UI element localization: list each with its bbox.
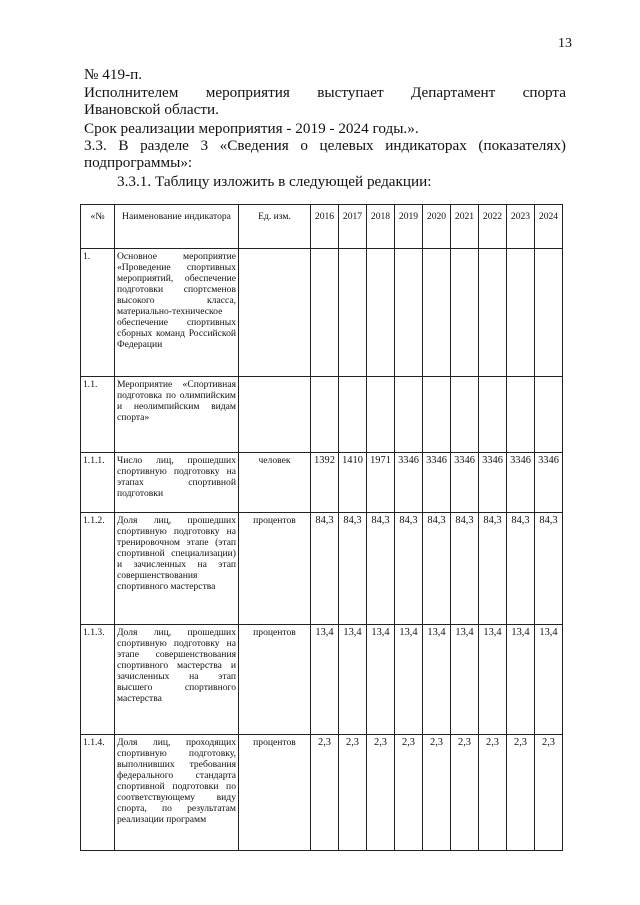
row-value: 84,3	[311, 513, 339, 625]
row-number: 1.1.1.	[81, 453, 115, 513]
row-unit: процентов	[239, 513, 311, 625]
row-unit: человек	[239, 453, 311, 513]
row-value: 3346	[395, 453, 423, 513]
row-indicator-name: Основное мероприятие «Проведение спортивных мероприятий, обеспечение подготовки спортсменов высокого класса, материально-техническое обеспечение спортивных сборных команд Российской Федерации	[115, 249, 239, 377]
header-year: 2021	[451, 205, 479, 249]
row-value: 3346	[423, 453, 451, 513]
header-indicator-name: Наименование индикатора	[115, 205, 239, 249]
table-row	[81, 513, 563, 625]
table-row	[81, 249, 563, 377]
row-value	[367, 249, 395, 377]
row-value	[423, 377, 451, 453]
row-value: 13,4	[339, 625, 367, 735]
header-year: 2024	[535, 205, 563, 249]
row-number: 1.1.3.	[81, 625, 115, 735]
table-row	[81, 735, 563, 851]
row-number: 1.1.2.	[81, 513, 115, 625]
row-number: 1.1.	[81, 377, 115, 453]
row-number: 1.	[81, 249, 115, 377]
row-value: 13,4	[395, 625, 423, 735]
row-value: 2,3	[451, 735, 479, 851]
row-value	[311, 377, 339, 453]
row-value: 13,4	[311, 625, 339, 735]
row-value: 2,3	[507, 735, 535, 851]
row-value: 2,3	[395, 735, 423, 851]
row-indicator-name: Мероприятие «Спортивная подготовка по олимпийским и неолимпийским видам спорта»	[115, 377, 239, 453]
header-year: 2019	[395, 205, 423, 249]
row-unit	[239, 377, 311, 453]
row-indicator-name: Доля лиц, прошедших спортивную подготовку на тренировочном этапе (этап спортивной специализации) и зачисленных на этап совершенствования спортивного мастерства	[115, 513, 239, 625]
header-year: 2017	[339, 205, 367, 249]
row-value	[507, 249, 535, 377]
table-row	[81, 625, 563, 735]
row-value: 1971	[367, 453, 395, 513]
row-value: 84,3	[423, 513, 451, 625]
row-value	[507, 377, 535, 453]
table-header-row	[81, 205, 563, 249]
row-value	[479, 377, 507, 453]
table-caption: 3.3.1. Таблицу изложить в следующей редакции:	[117, 173, 432, 190]
executor-paragraph-line1: Исполнителем мероприятия выступает Департамент спорта	[84, 84, 566, 101]
row-value	[423, 249, 451, 377]
row-value	[451, 377, 479, 453]
row-value: 2,3	[339, 735, 367, 851]
executor-paragraph-line2: Ивановской области.	[84, 101, 219, 118]
row-value: 1410	[339, 453, 367, 513]
row-value: 84,3	[507, 513, 535, 625]
page-number: 13	[558, 36, 572, 51]
indicators-table	[80, 204, 563, 851]
row-indicator-name: Доля лиц, прошедших спортивную подготовку на этапе совершенствования спортивного мастерства и зачисленных на этап высшего спортивного мастерства	[115, 625, 239, 735]
header-number: «№	[81, 205, 115, 249]
row-value: 84,3	[535, 513, 563, 625]
table-row	[81, 377, 563, 453]
row-value: 2,3	[479, 735, 507, 851]
row-value	[339, 377, 367, 453]
row-value	[395, 249, 423, 377]
header-year: 2023	[507, 205, 535, 249]
row-value: 1392	[311, 453, 339, 513]
row-value: 3346	[507, 453, 535, 513]
row-unit	[239, 249, 311, 377]
row-value	[535, 377, 563, 453]
row-unit: процентов	[239, 625, 311, 735]
row-value: 84,3	[395, 513, 423, 625]
order-reference: № 419-п.	[84, 66, 143, 83]
row-value: 13,4	[367, 625, 395, 735]
implementation-term-paragraph: Срок реализации мероприятия - 2019 - 2024 годы.».	[84, 120, 419, 137]
row-value: 2,3	[535, 735, 563, 851]
row-value: 84,3	[339, 513, 367, 625]
row-value: 13,4	[451, 625, 479, 735]
row-value: 2,3	[367, 735, 395, 851]
row-value	[339, 249, 367, 377]
header-year: 2018	[367, 205, 395, 249]
header-year: 2016	[311, 205, 339, 249]
row-number: 1.1.4.	[81, 735, 115, 851]
row-value: 3346	[479, 453, 507, 513]
row-value: 3346	[535, 453, 563, 513]
row-value: 84,3	[451, 513, 479, 625]
row-value: 2,3	[423, 735, 451, 851]
row-value	[367, 377, 395, 453]
row-indicator-name: Число лиц, прошедших спортивную подготовку на этапах спортивной подготовки	[115, 453, 239, 513]
row-value	[395, 377, 423, 453]
header-year: 2022	[479, 205, 507, 249]
row-value: 84,3	[367, 513, 395, 625]
row-value	[479, 249, 507, 377]
row-value	[451, 249, 479, 377]
row-value: 84,3	[479, 513, 507, 625]
row-value: 13,4	[535, 625, 563, 735]
header-unit: Ед. изм.	[239, 205, 311, 249]
row-value	[311, 249, 339, 377]
row-value: 13,4	[423, 625, 451, 735]
row-unit: процентов	[239, 735, 311, 851]
section-3-paragraph-line2: подпрограммы»:	[84, 154, 193, 171]
row-value: 13,4	[479, 625, 507, 735]
row-value: 2,3	[311, 735, 339, 851]
row-value: 3346	[451, 453, 479, 513]
row-indicator-name: Доля лиц, проходящих спортивную подготовку, выполнивших требования федерального стандарта спортивной подготовки по соответствующему виду спорта, по результатам реализации программ	[115, 735, 239, 851]
header-year: 2020	[423, 205, 451, 249]
row-value: 13,4	[507, 625, 535, 735]
row-value	[535, 249, 563, 377]
section-3-paragraph-line1: 3.3. В разделе 3 «Сведения о целевых индикаторах (показателях)	[84, 137, 566, 154]
table-row	[81, 453, 563, 513]
